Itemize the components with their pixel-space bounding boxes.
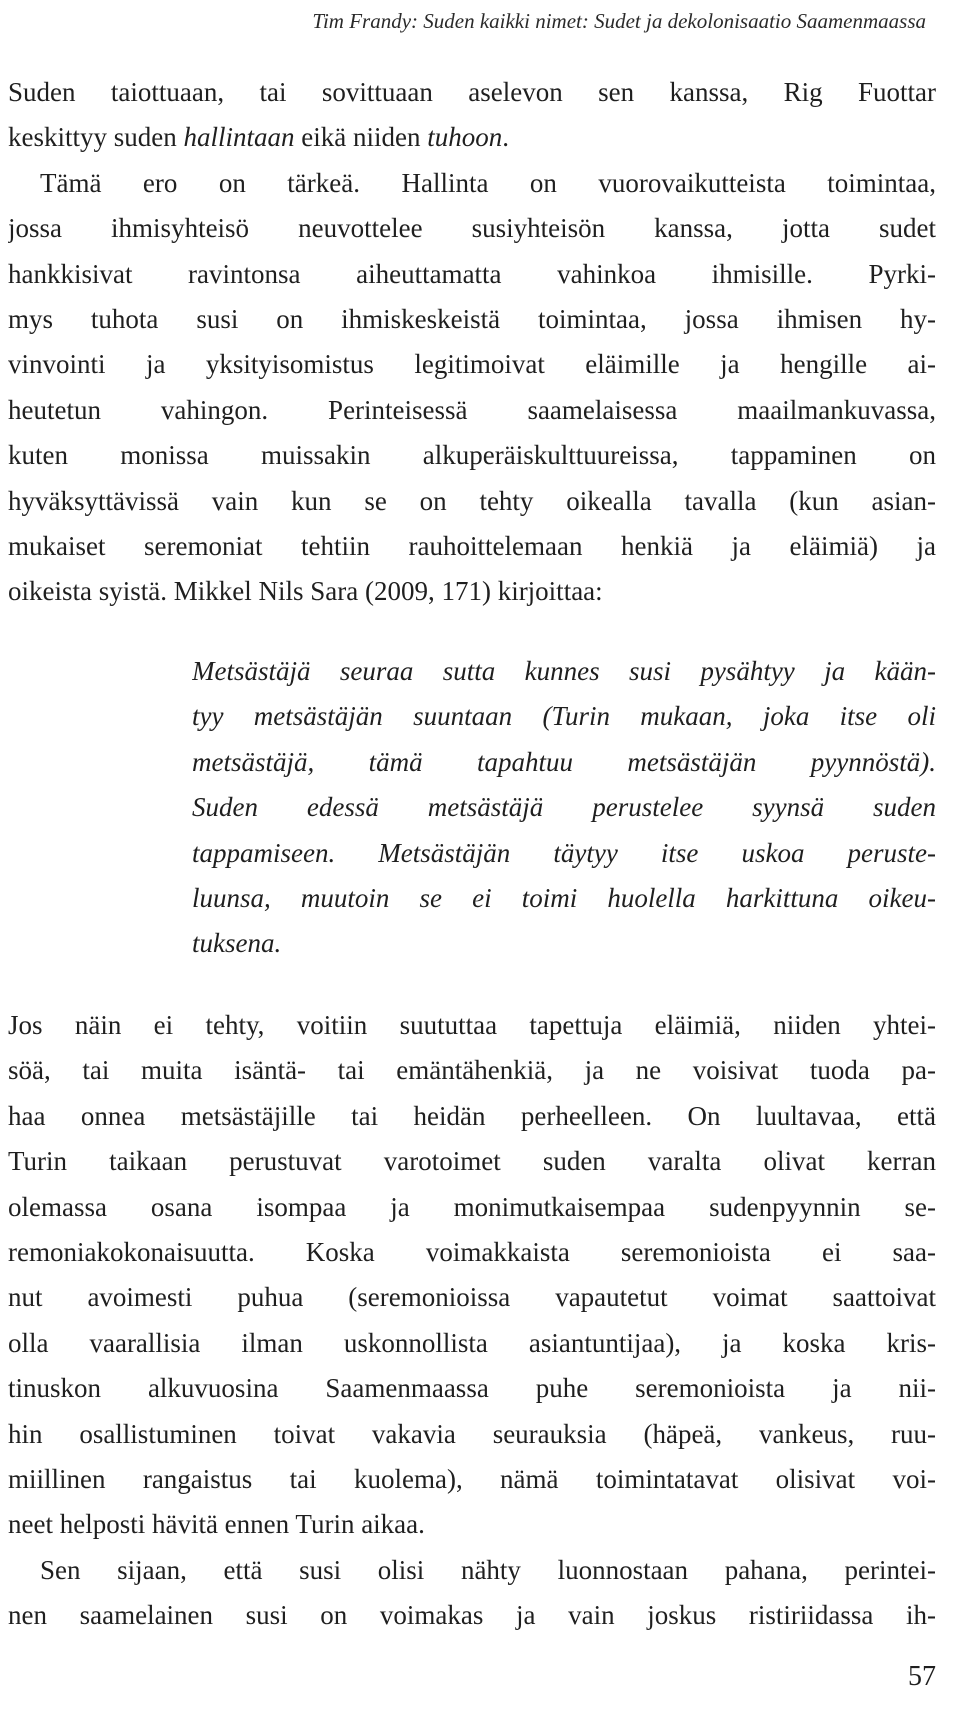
paragraph-2 [8,161,936,615]
text-line: hankkisivat ravintonsa aiheuttamatta vahinkoa ihmisille. Pyrki- [8,258,936,289]
text-line: kuten monissa muissakin alkuperäiskulttuureissa, tappaminen on [8,440,936,471]
emphasis-tuhoon: tuhoon [427,122,503,153]
text-line: neet helposti hävitä ennen Turin aikaa. [8,1509,425,1540]
text-line: nut avoimesti puhua (seremonioissa vapautetut voimat saattoivat [8,1282,936,1313]
text-line: olemassa osana isompaa ja monimutkaisempaa sudenpyynnin se- [8,1191,936,1222]
text-line: miillinen rangaistus tai kuolema), nämä toimintatavat olisivat voi- [8,1463,936,1494]
running-head: Tim Frandy: Suden kaikki nimet: Sudet ja dekolonisaatio Saamenmaassa [312,9,926,33]
quote-line: Metsästäjä seuraa sutta kunnes susi pysähtyy ja kään- [192,656,936,686]
quote-line: Suden edessä metsästäjä perustelee syynsä suden [192,792,936,823]
emphasis-hallintaan: hallintaan [183,122,295,153]
text-line: mukaiset seremoniat tehtiin rauhoittelemaan henkiä ja eläimiä) ja [8,530,936,561]
text-line: Tämä ero on tärkeä. Hallinta on vuorovaikutteista toimintaa, [40,167,936,198]
quote-line: tappamiseen. Metsästäjän täytyy itse uskoa peruste- [192,837,936,868]
text-line: keskittyy suden hallintaan eikä niiden tuhoon. [8,122,509,153]
text-line: tinuskon alkuvuosina Saamenmaassa puhe seremonioista ja nii- [8,1373,936,1404]
paragraph-1 [8,70,936,161]
text-line: mys tuhota susi on ihmiskeskeistä toimintaa, jossa ihmisen hy- [8,303,936,334]
text-line: olla vaarallisia ilman uskonnollista asiantuntijaa), ja koska kris- [8,1327,936,1358]
block-quote [192,649,936,967]
text-line: Turin taikaan perustuvat varotoimet suden varalta olivat kerran [8,1146,936,1177]
paragraph-3 [8,1003,936,1548]
text-line: oikeista syistä. Mikkel Nils Sara (2009, 171) kirjoittaa: [8,576,603,607]
text-line: hyväksyttävissä vain kun se on tehty oikealla tavalla (kun asian- [8,485,936,516]
quote-line: luunsa, muutoin se ei toimi huolella harkittuna oikeu- [192,882,936,913]
text-line: Sen sijaan, että susi olisi nähty luonnostaan pahana, perintei- [40,1554,936,1585]
text-line: hin osallistuminen toivat vakavia seurauksia (häpeä, vankeus, ruu- [8,1418,936,1449]
quote-line: tyy metsästäjän suuntaan (Turin mukaan, joka itse oli [192,701,936,732]
text-line: Jos näin ei tehty, voitiin suututtaa tapettuja eläimiä, niiden yhtei- [8,1010,936,1040]
text-line: heutetun vahingon. Perinteisessä saamelaisessa maailmankuvassa, [8,394,936,425]
text-line: vinvointi ja yksityisomistus legitimoivat eläimille ja hengille ai- [8,349,936,380]
body-text-bottom [8,1003,936,1638]
body-text-top [8,70,936,615]
quote-line: metsästäjä, tämä tapahtuu metsästäjän pyynnöstä). [192,746,936,777]
page-number: 57 [908,1661,936,1692]
text-line: söä, tai muita isäntä- tai emäntähenkiä, ja ne voisivat tuoda pa- [8,1055,936,1086]
text-line: Suden taiottuaan, tai sovittuaan aselevon sen kanssa, Rig Fuottar [8,77,936,107]
paragraph-4 [8,1548,936,1639]
text-line: jossa ihmisyhteisö neuvottelee susiyhteisön kanssa, jotta sudet [8,213,936,244]
quote-line: tuksena. [192,928,282,959]
text-line: haa onnea metsästäjille tai heidän perheelleen. On luultavaa, että [8,1100,936,1131]
text-line: nen saamelainen susi on voimakas ja vain joskus ristiriidassa ih- [8,1600,936,1631]
text-line: remoniakokonaisuutta. Koska voimakkaista seremonioista ei saa- [8,1236,936,1267]
